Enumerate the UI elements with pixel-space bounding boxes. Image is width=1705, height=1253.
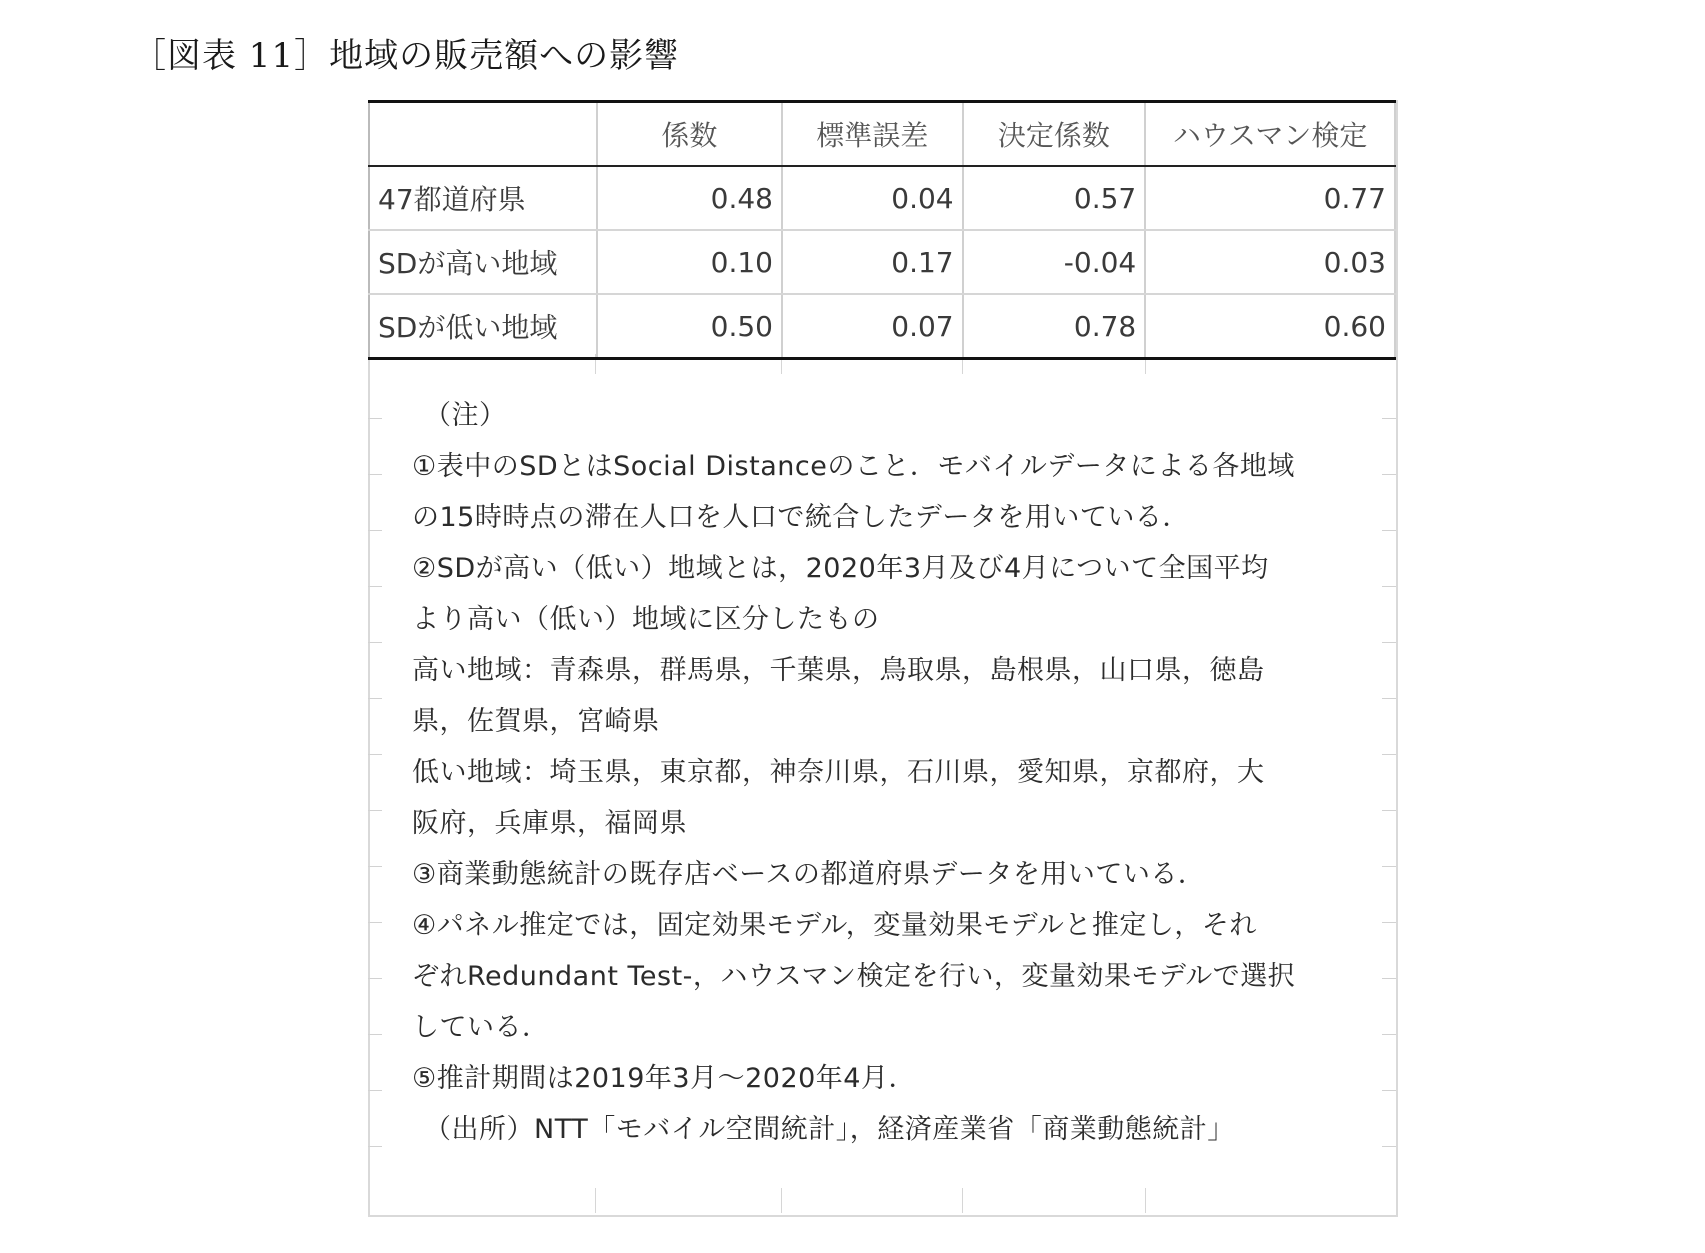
table-row [369, 166, 1395, 230]
grid-tick [1382, 698, 1396, 699]
cell-se: 0.07 [782, 294, 963, 359]
grid-tick [1382, 978, 1396, 979]
note-line: 高い地域：青森県，群馬県，千葉県，鳥取県，島根県，山口県，徳島 [412, 655, 1265, 686]
grid-tick [1382, 1090, 1396, 1091]
note-line: より高い（低い）地域に区分したもの [412, 604, 880, 635]
grid-line [595, 1188, 596, 1213]
grid-tick [1382, 754, 1396, 755]
grid-tick [368, 530, 382, 531]
cell-hausman: 0.03 [1145, 230, 1395, 294]
note-line: 低い地域：埼玉県，東京都，神奈川県，石川県，愛知県，京都府，大 [412, 757, 1265, 788]
spreadsheet-area [368, 100, 1396, 1215]
header-cell-hausman: ハウスマン検定 [1145, 102, 1395, 167]
grid-tick [1382, 1034, 1396, 1035]
header-cell-r2: 決定係数 [963, 102, 1146, 167]
cell-r2: 0.57 [963, 166, 1146, 230]
cell-se: 0.17 [782, 230, 963, 294]
cell-coef: 0.48 [597, 166, 782, 230]
grid-tick [1382, 922, 1396, 923]
note-line: 阪府，兵庫県，福岡県 [412, 808, 687, 839]
header-cell-blank [369, 102, 597, 167]
grid-line [781, 1188, 782, 1213]
grid-tick [1382, 642, 1396, 643]
note-line: ①表中のSDとはSocial Distanceのこと．モバイルデータによる各地域 [412, 451, 1295, 482]
note-line: ⑤推計期間は2019年3月～2020年4月． [412, 1063, 916, 1094]
grid-tick [368, 418, 382, 419]
note-line: の15時時点の滞在人口を人口で統合したデータを用いている． [412, 502, 1190, 533]
note-line: ③商業動態統計の既存店ベースの都道府県データを用いている． [412, 859, 1206, 890]
grid-tick [368, 586, 382, 587]
grid-tick [368, 642, 382, 643]
grid-tick [1382, 586, 1396, 587]
grid-tick [368, 474, 382, 475]
note-line: ④パネル推定では，固定効果モデル，変量効果モデルと推定し，それ [412, 910, 1257, 941]
source-line: （出所）NTT「モバイル空間統計」，経済産業省「商業動態統計」 [424, 1114, 1235, 1145]
table-row [369, 294, 1395, 359]
row-label: SDが低い地域 [369, 294, 597, 359]
row-label: 47都道府県 [369, 166, 597, 230]
notes-heading: （注） [424, 400, 507, 431]
cell-coef: 0.50 [597, 294, 782, 359]
cell-coef: 0.10 [597, 230, 782, 294]
figure-title: ［図表 11］地域の販売額への影響 [132, 36, 680, 76]
grid-tick [368, 866, 382, 867]
grid-tick [1382, 474, 1396, 475]
cell-r2: -0.04 [963, 230, 1146, 294]
cell-hausman: 0.77 [1145, 166, 1395, 230]
note-line: 県，佐賀県，宮崎県 [412, 706, 660, 737]
note-line: ②SDが高い（低い）地域とは，2020年3月及び4月について全国平均 [412, 553, 1269, 584]
table-row [369, 230, 1395, 294]
grid-tick [1382, 1146, 1396, 1147]
grid-tick [1382, 530, 1396, 531]
grid-tick [368, 754, 382, 755]
cell-hausman: 0.60 [1145, 294, 1395, 359]
notes-block [412, 390, 1372, 1155]
note-line: ぞれRedundant Test-，ハウスマン検定を行い，変量効果モデルで選択 [412, 961, 1296, 992]
note-line: している． [412, 1012, 550, 1043]
grid-tick [368, 1034, 382, 1035]
regression-table [368, 100, 1396, 360]
grid-tick [368, 1090, 382, 1091]
table-header-row [369, 102, 1395, 167]
header-cell-coef: 係数 [597, 102, 782, 167]
cell-se: 0.04 [782, 166, 963, 230]
grid-tick [1382, 810, 1396, 811]
grid-tick [368, 922, 382, 923]
grid-tick [368, 698, 382, 699]
row-label: SDが高い地域 [369, 230, 597, 294]
grid-line [962, 1188, 963, 1213]
cell-r2: 0.78 [963, 294, 1146, 359]
grid-tick [368, 1146, 382, 1147]
grid-tick [368, 810, 382, 811]
grid-tick [1382, 418, 1396, 419]
grid-tick [368, 978, 382, 979]
header-cell-se: 標準誤差 [782, 102, 963, 167]
grid-tick [1382, 866, 1396, 867]
grid-line [1145, 1188, 1146, 1213]
